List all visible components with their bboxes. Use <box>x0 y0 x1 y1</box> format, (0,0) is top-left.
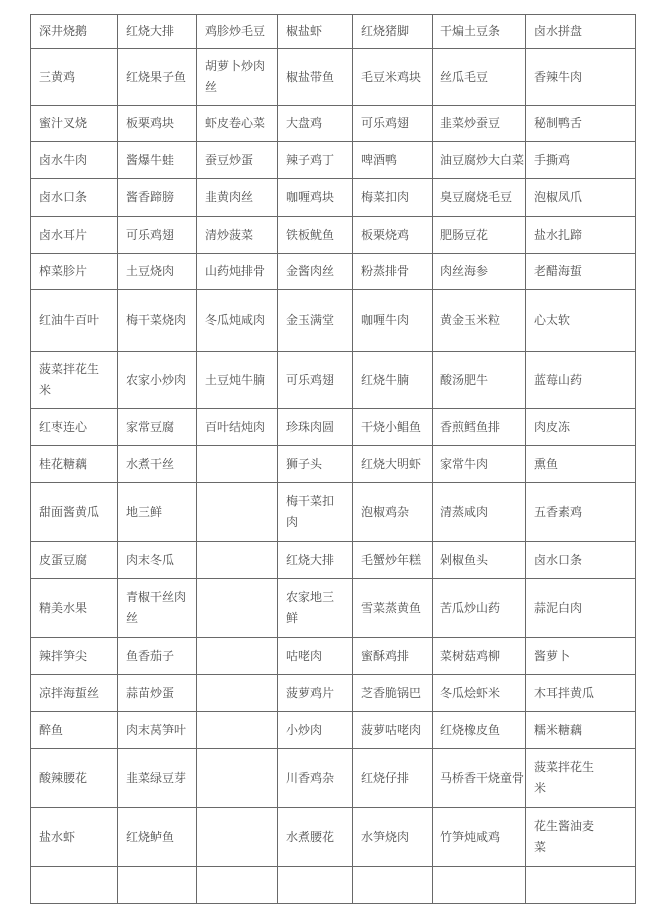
empty-cell <box>197 675 278 712</box>
menu-item-cell: 冬瓜烩虾米 <box>433 675 526 712</box>
empty-cell <box>197 483 278 542</box>
menu-item-cell: 鸡胗炒毛豆 <box>197 15 278 49</box>
menu-item-cell: 咖喱牛肉 <box>353 290 433 352</box>
menu-item-cell: 咖喱鸡块 <box>278 179 353 217</box>
menu-item-cell: 蜜汁叉烧 <box>31 106 118 142</box>
menu-item-cell: 秘制鸭舌 <box>526 106 636 142</box>
menu-item-cell: 蒜苗炒蛋 <box>118 675 197 712</box>
menu-item-cell: 可乐鸡翅 <box>353 106 433 142</box>
menu-item-cell: 红油牛百叶 <box>31 290 118 352</box>
menu-item-cell: 可乐鸡翅 <box>278 352 353 409</box>
menu-table <box>30 14 636 904</box>
menu-item-cell: 卤水牛肉 <box>31 142 118 179</box>
menu-item-cell: 可乐鸡翅 <box>118 217 197 254</box>
menu-item-cell: 卤水口条 <box>31 179 118 217</box>
table-row <box>31 15 636 49</box>
menu-item-cell: 油豆腐炒大白菜 <box>433 142 526 179</box>
menu-item-cell: 梅菜扣肉 <box>353 179 433 217</box>
menu-item-cell: 菜树菇鸡柳 <box>433 638 526 675</box>
menu-item-cell: 韭菜炒蚕豆 <box>433 106 526 142</box>
menu-item-cell: 家常牛肉 <box>433 446 526 483</box>
table-row <box>31 290 636 352</box>
menu-item-cell: 心太软 <box>526 290 636 352</box>
menu-item-cell: 卤水拼盘 <box>526 15 636 49</box>
menu-item-cell: 鱼香茄子 <box>118 638 197 675</box>
menu-item-cell: 干煸土豆条 <box>433 15 526 49</box>
table-row <box>31 142 636 179</box>
menu-table-body <box>31 15 636 904</box>
menu-item-cell: 金玉满堂 <box>278 290 353 352</box>
menu-item-cell: 肉末莴笋叶 <box>118 712 197 749</box>
menu-item-cell: 老醋海蜇 <box>526 254 636 290</box>
menu-item-cell: 香辣牛肉 <box>526 49 636 106</box>
menu-item-cell: 红烧大排 <box>118 15 197 49</box>
menu-item-cell: 韭菜绿豆芽 <box>118 749 197 808</box>
menu-item-cell: 菠萝咕咾肉 <box>353 712 433 749</box>
menu-item-cell: 臭豆腐烧毛豆 <box>433 179 526 217</box>
menu-item-cell: 三黄鸡 <box>31 49 118 106</box>
table-row <box>31 179 636 217</box>
table-row <box>31 675 636 712</box>
menu-item-cell: 胡萝卜炒肉丝 <box>197 49 278 106</box>
menu-item-cell: 盐水扎蹄 <box>526 217 636 254</box>
empty-cell <box>353 867 433 904</box>
menu-item-cell: 冬瓜炖咸肉 <box>197 290 278 352</box>
menu-item-cell: 红烧橡皮鱼 <box>433 712 526 749</box>
menu-item-cell: 菠菜拌花生米 <box>526 749 636 808</box>
menu-item-cell: 皮蛋豆腐 <box>31 542 118 579</box>
menu-item-cell: 清炒菠菜 <box>197 217 278 254</box>
menu-item-cell: 手撕鸡 <box>526 142 636 179</box>
table-row <box>31 542 636 579</box>
empty-cell <box>197 446 278 483</box>
menu-table-container <box>30 14 636 904</box>
menu-item-cell: 马桥香干烧童骨 <box>433 749 526 808</box>
menu-item-cell: 红烧鲈鱼 <box>118 808 197 867</box>
menu-item-cell: 甜面酱黄瓜 <box>31 483 118 542</box>
menu-item-cell: 泡椒凤爪 <box>526 179 636 217</box>
menu-item-cell: 红烧大排 <box>278 542 353 579</box>
menu-item-cell: 干烧小鲳鱼 <box>353 409 433 446</box>
menu-item-cell: 辣子鸡丁 <box>278 142 353 179</box>
menu-item-cell: 土豆烧肉 <box>118 254 197 290</box>
menu-item-cell: 梅干菜扣肉 <box>278 483 353 542</box>
menu-item-cell: 酸汤肥牛 <box>433 352 526 409</box>
menu-item-cell: 雪菜蒸黄鱼 <box>353 579 433 638</box>
empty-cell <box>31 867 118 904</box>
menu-item-cell: 韭黄肉丝 <box>197 179 278 217</box>
menu-item-cell: 毛豆米鸡块 <box>353 49 433 106</box>
empty-cell <box>197 808 278 867</box>
table-row <box>31 579 636 638</box>
menu-item-cell: 土豆炖牛腩 <box>197 352 278 409</box>
menu-item-cell: 啤酒鸭 <box>353 142 433 179</box>
empty-cell <box>197 867 278 904</box>
menu-item-cell: 盐水虾 <box>31 808 118 867</box>
menu-item-cell: 酱爆牛蛙 <box>118 142 197 179</box>
menu-item-cell: 深井烧鹅 <box>31 15 118 49</box>
menu-item-cell: 珍珠肉圆 <box>278 409 353 446</box>
menu-item-cell: 榨菜胗片 <box>31 254 118 290</box>
table-row <box>31 808 636 867</box>
menu-item-cell: 山药炖排骨 <box>197 254 278 290</box>
menu-item-cell: 熏鱼 <box>526 446 636 483</box>
empty-cell <box>197 712 278 749</box>
menu-item-cell: 水煮干丝 <box>118 446 197 483</box>
menu-item-cell: 花生酱油麦菜 <box>526 808 636 867</box>
table-row <box>31 483 636 542</box>
menu-item-cell: 蒜泥白肉 <box>526 579 636 638</box>
menu-item-cell: 卤水口条 <box>526 542 636 579</box>
menu-item-cell: 肉末冬瓜 <box>118 542 197 579</box>
menu-item-cell: 木耳拌黄瓜 <box>526 675 636 712</box>
menu-item-cell: 酸辣腰花 <box>31 749 118 808</box>
menu-item-cell: 青椒干丝肉丝 <box>118 579 197 638</box>
menu-item-cell: 酱香蹄膀 <box>118 179 197 217</box>
menu-item-cell: 红烧果子鱼 <box>118 49 197 106</box>
menu-item-cell: 菠菜拌花生米 <box>31 352 118 409</box>
menu-item-cell: 虾皮卷心菜 <box>197 106 278 142</box>
empty-cell <box>118 867 197 904</box>
menu-item-cell: 苦瓜炒山药 <box>433 579 526 638</box>
menu-item-cell: 水煮腰花 <box>278 808 353 867</box>
empty-cell <box>197 638 278 675</box>
menu-item-cell: 丝瓜毛豆 <box>433 49 526 106</box>
menu-item-cell: 黄金玉米粒 <box>433 290 526 352</box>
menu-item-cell: 板栗烧鸡 <box>353 217 433 254</box>
menu-item-cell: 菠萝鸡片 <box>278 675 353 712</box>
empty-cell <box>526 867 636 904</box>
menu-item-cell: 粉蒸排骨 <box>353 254 433 290</box>
menu-item-cell: 红烧猪脚 <box>353 15 433 49</box>
table-row <box>31 749 636 808</box>
empty-cell <box>197 749 278 808</box>
menu-item-cell: 椒盐虾 <box>278 15 353 49</box>
menu-item-cell: 梅干菜烧肉 <box>118 290 197 352</box>
menu-item-cell: 农家地三鲜 <box>278 579 353 638</box>
menu-item-cell: 辣拌笋尖 <box>31 638 118 675</box>
menu-item-cell: 酱萝卜 <box>526 638 636 675</box>
empty-cell <box>278 867 353 904</box>
menu-item-cell: 家常豆腐 <box>118 409 197 446</box>
menu-item-cell: 桂花糖藕 <box>31 446 118 483</box>
empty-cell <box>433 867 526 904</box>
menu-item-cell: 大盘鸡 <box>278 106 353 142</box>
table-row <box>31 49 636 106</box>
empty-cell <box>197 542 278 579</box>
menu-item-cell: 蚕豆炒蛋 <box>197 142 278 179</box>
menu-item-cell: 剁椒鱼头 <box>433 542 526 579</box>
menu-item-cell: 蜜酥鸡排 <box>353 638 433 675</box>
table-row <box>31 446 636 483</box>
menu-item-cell: 卤水耳片 <box>31 217 118 254</box>
menu-item-cell: 板栗鸡块 <box>118 106 197 142</box>
table-row <box>31 254 636 290</box>
menu-item-cell: 金酱肉丝 <box>278 254 353 290</box>
menu-item-cell: 铁板鱿鱼 <box>278 217 353 254</box>
menu-item-cell: 农家小炒肉 <box>118 352 197 409</box>
menu-item-cell: 红枣连心 <box>31 409 118 446</box>
table-row <box>31 409 636 446</box>
menu-item-cell: 香煎鳕鱼排 <box>433 409 526 446</box>
menu-item-cell: 糯米糖藕 <box>526 712 636 749</box>
menu-item-cell: 肉皮冻 <box>526 409 636 446</box>
menu-item-cell: 百叶结炖肉 <box>197 409 278 446</box>
table-row <box>31 217 636 254</box>
menu-item-cell: 泡椒鸡杂 <box>353 483 433 542</box>
menu-item-cell: 竹笋炖咸鸡 <box>433 808 526 867</box>
table-row <box>31 712 636 749</box>
menu-item-cell: 毛蟹炒年糕 <box>353 542 433 579</box>
empty-cell <box>197 579 278 638</box>
menu-item-cell: 川香鸡杂 <box>278 749 353 808</box>
menu-item-cell: 椒盐带鱼 <box>278 49 353 106</box>
menu-item-cell: 狮子头 <box>278 446 353 483</box>
table-row <box>31 352 636 409</box>
menu-item-cell: 肉丝海参 <box>433 254 526 290</box>
menu-item-cell: 红烧牛腩 <box>353 352 433 409</box>
menu-item-cell: 水笋烧肉 <box>353 808 433 867</box>
menu-item-cell: 凉拌海蜇丝 <box>31 675 118 712</box>
menu-item-cell: 地三鲜 <box>118 483 197 542</box>
menu-item-cell: 芝香脆锅巴 <box>353 675 433 712</box>
menu-item-cell: 蓝莓山药 <box>526 352 636 409</box>
menu-item-cell: 红烧仔排 <box>353 749 433 808</box>
table-row <box>31 867 636 904</box>
menu-item-cell: 小炒肉 <box>278 712 353 749</box>
menu-item-cell: 五香素鸡 <box>526 483 636 542</box>
menu-item-cell: 咕咾肉 <box>278 638 353 675</box>
table-row <box>31 638 636 675</box>
menu-item-cell: 红烧大明虾 <box>353 446 433 483</box>
menu-item-cell: 肥肠豆花 <box>433 217 526 254</box>
menu-item-cell: 精美水果 <box>31 579 118 638</box>
menu-item-cell: 醉鱼 <box>31 712 118 749</box>
table-row <box>31 106 636 142</box>
menu-item-cell: 清蒸咸肉 <box>433 483 526 542</box>
